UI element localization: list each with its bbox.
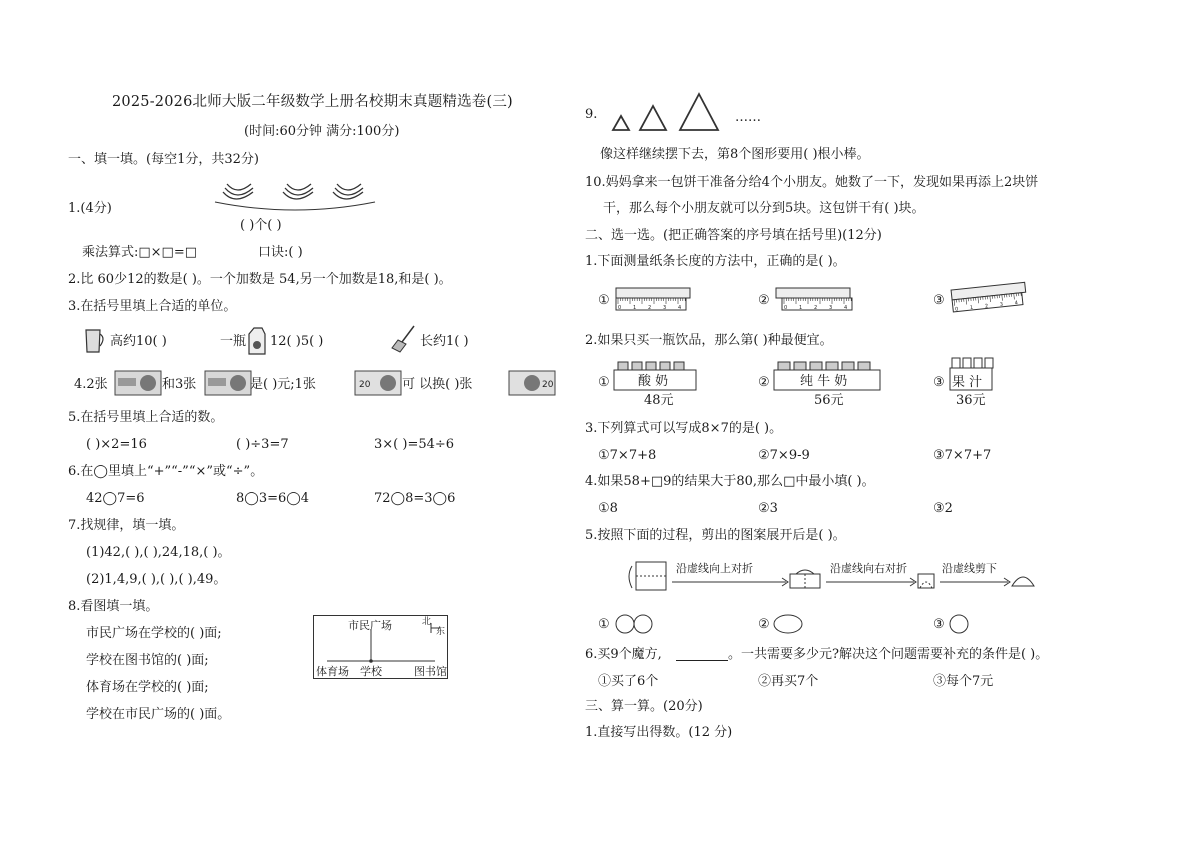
ruler-tick-label: 1	[969, 304, 974, 312]
map-plaza-label: 市民广场	[348, 619, 392, 632]
ruler-tick-label: 4	[678, 305, 682, 311]
c6-opt-3: ③每个7元	[933, 674, 994, 689]
map-library-label: 图书馆	[414, 665, 447, 678]
ruler-tick-label: 3	[663, 305, 667, 311]
c3-text: 3.下列算式可以写成8×7的是( )。	[585, 421, 783, 436]
c5-step-1: 沿虚线向上对折	[676, 562, 753, 575]
ruler-tick-label: 2	[648, 305, 652, 311]
q5-b: ( )÷3=7	[236, 437, 289, 452]
c3-opt-1: ①7×7+8	[598, 448, 657, 463]
ruler-tick-label: 0	[954, 306, 959, 313]
q8-d: 学校在市民广场的( )面。	[86, 707, 231, 722]
page-subtitle: (时间:60分钟 满分:100分)	[244, 124, 400, 139]
map-school-label: 学校	[360, 665, 382, 678]
c2-price-2: 56元	[814, 393, 844, 408]
q9-number: 9.	[585, 107, 598, 122]
q6-a: 42◯7=6	[86, 491, 145, 506]
c2-label-1: 酸 奶	[638, 374, 669, 389]
c6-opt-2: ②再买7个	[758, 674, 819, 689]
q3-option-b: 一瓶	[220, 334, 247, 349]
ruler-tick-label: 1	[633, 305, 637, 311]
section-1-heading: 一、填一填。(每空1分，共32分)	[68, 152, 259, 167]
banknote-icon	[204, 370, 252, 396]
oval-shape	[772, 612, 804, 636]
c6-text-a: 6.买9个魔方,	[585, 647, 662, 662]
banknote-20-icon	[508, 370, 556, 396]
q8-a: 市民广场在学校的( )面;	[86, 626, 222, 641]
c2-label-3: 果 汁	[952, 375, 983, 390]
c1-opt-3: ③	[933, 293, 945, 308]
q4-text-c: 是( )元;1张	[250, 377, 316, 392]
q7-a: (1)42,( ),( ),24,18,( )。	[86, 545, 231, 560]
ruler-option-2	[774, 284, 854, 314]
circle-shape	[948, 612, 972, 636]
c3-opt-2: ②7×9-9	[758, 448, 810, 463]
q5-a: ( )×2=16	[86, 437, 147, 452]
q3-option-a: 高约10( )	[110, 334, 167, 349]
svg-text:20: 20	[359, 380, 371, 390]
q5-c: 3×( )=54÷6	[374, 437, 455, 452]
c5-opt-2: ②	[758, 617, 770, 632]
page-title: 2025-2026北师大版二年级数学上册名校期末真题精选卷(三)	[112, 94, 513, 110]
cup-icon	[84, 328, 106, 354]
q3-option-c: 12( )5( )	[270, 334, 324, 349]
ruler-tick-label: 0	[784, 305, 788, 311]
c2-opt-1: ①	[598, 375, 610, 390]
q1-multiplication: 乘法算式:□×□=□	[82, 245, 198, 260]
map-north-label: 北	[422, 617, 432, 627]
c2-opt-3: ③	[933, 375, 945, 390]
s1-text: 1.直接写出得数。(12 分)	[585, 725, 733, 740]
c5-opt-3: ③	[933, 617, 945, 632]
ruler-option-1	[614, 284, 694, 314]
q1-number: 1.(4分)	[68, 201, 112, 216]
q10-text-a: 10.妈妈拿来一包饼干准备分给4个小朋友。她数了一下，发现如果再添上2块饼	[585, 175, 1039, 190]
paper-strip	[776, 288, 850, 298]
section-2-heading: 二、选一选。(把正确答案的序号填在括号里)(12分)	[585, 228, 882, 243]
banknote-20-icon	[354, 370, 402, 396]
q4-text-d: 可 以换( )张	[402, 377, 473, 392]
c4-text: 4.如果58+□9的结果大于80,那么□中最小填( )。	[585, 474, 875, 489]
c3-opt-3: ③7×7+7	[933, 448, 992, 463]
q6-c: 72◯8=3◯6	[374, 491, 456, 506]
section-3-heading: 三、算一算。(20分)	[585, 699, 703, 714]
q2-text: 2.比 60少12的数是( )。一个加数是 54,另一个加数是18,和是( )。	[68, 272, 452, 287]
c1-opt-1: ①	[598, 293, 610, 308]
c5-text: 5.按照下面的过程，剪出的图案展开后是( )。	[585, 528, 846, 543]
broom-icon	[392, 324, 418, 354]
c4-opt-2: ②3	[758, 501, 778, 516]
c2-price-1: 48元	[644, 393, 674, 408]
ruler-option-3	[950, 282, 1030, 316]
map-east-label: 东	[436, 627, 446, 637]
ruler-tick-label: 1	[799, 305, 803, 311]
c2-opt-2: ②	[758, 375, 770, 390]
q7-text: 7.找规律，填一填。	[68, 518, 185, 533]
q6-b: 8◯3=6◯4	[236, 491, 310, 506]
svg-text:20: 20	[542, 380, 554, 390]
ruler-tick-label: 4	[844, 305, 848, 311]
c4-opt-3: ③2	[933, 501, 953, 516]
ruler-tick-label: 2	[984, 303, 989, 310]
q7-b: (2)1,4,9,( ),( ),( ),49。	[86, 572, 227, 587]
q6-text: 6.在◯里填上“+”“-”“×”或“÷”。	[68, 464, 264, 479]
c5-step-2: 沿虚线向右对折	[830, 562, 907, 575]
c2-text: 2.如果只买一瓶饮品，那么第( )种最便宜。	[585, 333, 833, 348]
banknote-icon	[114, 370, 162, 396]
q4-text-a: 4.2张	[74, 377, 108, 392]
q10-text-b: 干，那么每个小朋友就可以分到5块。这包饼干有( )块。	[603, 201, 925, 216]
banana-group-image	[215, 172, 375, 212]
ruler-tick-label: 3	[829, 305, 833, 311]
ruler-tick-label: 0	[618, 305, 622, 311]
c5-opt-1: ①	[598, 617, 610, 632]
milk-carton-icon	[246, 326, 268, 356]
c2-price-3: 36元	[956, 393, 986, 408]
q8-text: 8.看图填一填。	[68, 599, 159, 614]
map-stadium-label: 体育场	[316, 665, 349, 678]
c4-opt-1: ①8	[598, 501, 618, 516]
c6-text-b: 。一共需要多少元?解决这个问题需要补充的条件是( )。	[728, 647, 1049, 662]
c1-text: 1.下面测量纸条长度的方法中，正确的是( )。	[585, 254, 846, 269]
c1-opt-2: ②	[758, 293, 770, 308]
q5-text: 5.在括号里填上合适的数。	[68, 410, 224, 425]
c5-step-3: 沿虚线剪下	[942, 562, 997, 575]
q1-rhyme: 口诀:( )	[258, 245, 303, 260]
ruler-tick-label: 3	[999, 301, 1004, 308]
q1-bracket-text: ( )个( )	[240, 218, 282, 233]
ruler-tick-label: 4	[1014, 300, 1019, 307]
q8-c: 体育场在学校的( )面;	[86, 680, 209, 695]
q8-b: 学校在图书馆的( )面;	[86, 653, 209, 668]
triangle-sticks-image	[610, 92, 730, 134]
q4-text-b: 和3张	[162, 377, 197, 392]
q9-ellipsis: ……	[735, 110, 761, 125]
c2-label-2: 纯 牛 奶	[800, 374, 848, 389]
ruler-tick-label: 2	[814, 305, 818, 311]
q9-text: 像这样继续摆下去，第8个图形要用( )根小棒。	[600, 147, 870, 162]
paper-strip	[616, 288, 690, 298]
q3-option-d: 长约1( )	[420, 334, 469, 349]
q3-text: 3.在括号里填上合适的单位。	[68, 299, 237, 314]
two-circles-shape	[614, 612, 656, 636]
c6-blank[interactable]	[676, 647, 728, 661]
c6-opt-1: ①买了6个	[598, 674, 659, 689]
